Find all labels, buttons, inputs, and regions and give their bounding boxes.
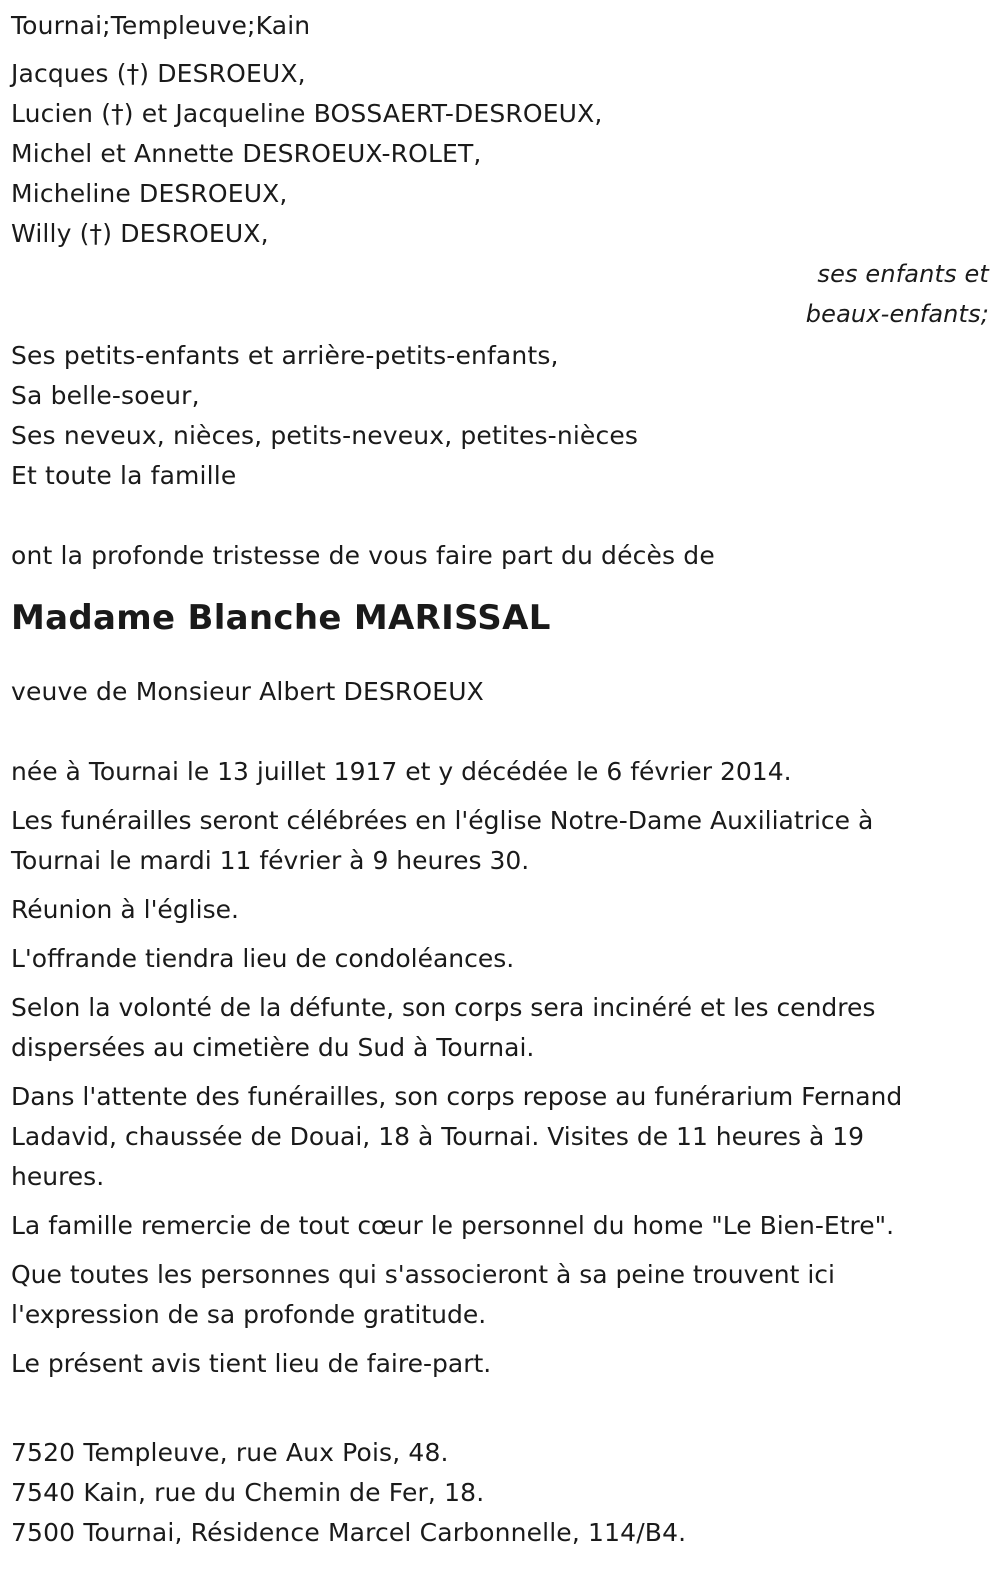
family-member-line: Lucien (†) et Jacqueline BOSSAERT-DESROEUX,: [11, 99, 603, 128]
spacer: [11, 712, 989, 752]
announcement-text: ont la profonde tristesse de vous faire part du décès de: [11, 541, 715, 570]
spacer: [11, 1393, 989, 1433]
family-member-line: Et toute la famille: [11, 461, 237, 490]
detail-paragraph: Selon la volonté de la défunte, son corps sera incinéré et les cendres dispersées au cimetière du Sud à Tournai.: [11, 993, 876, 1062]
family-member-line: Sa belle-soeur,: [11, 381, 200, 410]
locations-header: Tournai;Templeuve;Kain: [11, 11, 311, 40]
detail-paragraph: Les funérailles seront célébrées en l'église Notre-Dame Auxiliatrice à Tournai le mardi 11 février à 9 heures 30.: [11, 806, 874, 875]
address-line: 7520 Templeuve, rue Aux Pois, 48.: [11, 1438, 449, 1467]
detail-paragraph: née à Tournai le 13 juillet 1917 et y décédée le 6 février 2014.: [11, 757, 792, 786]
address-line: 7540 Kain, rue du Chemin de Fer, 18.: [11, 1478, 485, 1507]
detail-paragraph: Que toutes les personnes qui s'associeront à sa peine trouvent ici l'expression de sa profonde gratitude.: [11, 1260, 835, 1329]
address-line: 7500 Tournai, Résidence Marcel Carbonnelle, 114/B4.: [11, 1518, 687, 1547]
detail-paragraph: Réunion à l'église.: [11, 895, 239, 924]
detail-paragraph: La famille remercie de tout cœur le personnel du home "Le Bien-Etre".: [11, 1211, 895, 1240]
detail-paragraph: L'offrande tiendra lieu de condoléances.: [11, 944, 515, 973]
deceased-name: Madame Blanche MARISSAL: [11, 598, 551, 638]
spacer: [11, 496, 989, 536]
family-member-line: Micheline DESROEUX,: [11, 179, 288, 208]
family-member-line: Jacques (†) DESROEUX,: [11, 59, 306, 88]
detail-paragraph: Dans l'attente des funérailles, son corps repose au funérarium Fernand Ladavid, chaussée de Douai, 18 à Tournai. Visites de 11 heures à 19 heures.: [11, 1082, 903, 1191]
family-member-line: Willy (†) DESROEUX,: [11, 219, 269, 248]
family-member-line: Ses petits-enfants et arrière-petits-enfants,: [11, 341, 559, 370]
details-list: [11, 752, 989, 1384]
other-family-list: [11, 336, 989, 496]
widow-of-text: veuve de Monsieur Albert DESROEUX: [11, 677, 484, 706]
family-member-line: Michel et Annette DESROEUX-ROLET,: [11, 139, 482, 168]
children-role-label: [11, 254, 989, 334]
detail-paragraph: Le présent avis tient lieu de faire-part.: [11, 1349, 492, 1378]
obituary-notice: [11, 6, 989, 1553]
addresses-list: [11, 1433, 989, 1553]
family-member-line: Ses neveux, nièces, petits-neveux, petites-nièces: [11, 421, 639, 450]
children-role-line: ses enfants et: [817, 260, 989, 288]
children-list: [11, 54, 989, 254]
children-role-line: beaux-enfants;: [805, 300, 989, 328]
